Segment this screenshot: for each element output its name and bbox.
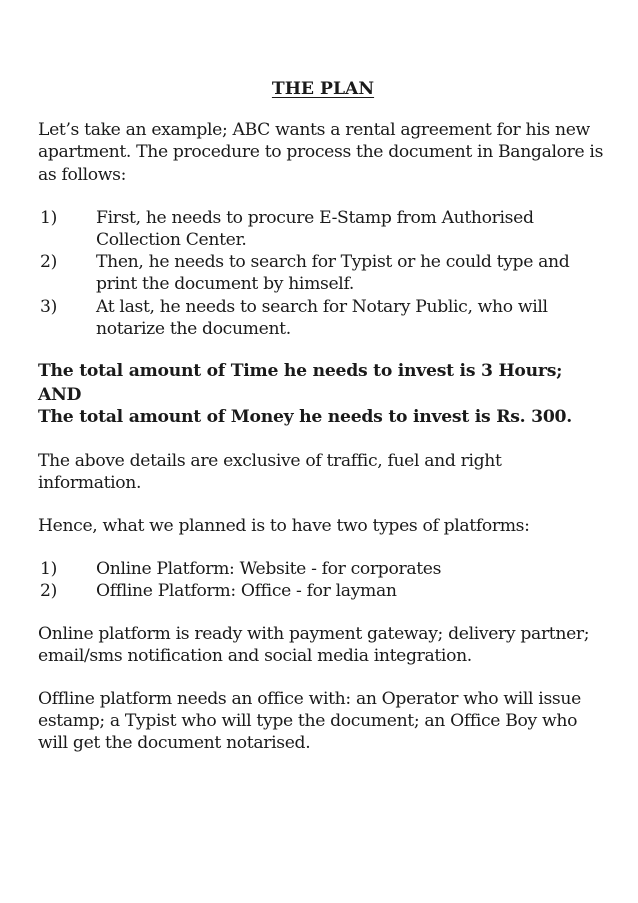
list-item [38,207,608,251]
summary-time-line: The total amount of Time he needs to invest is 3 Hours; [38,361,563,382]
list-item-text: Offline Platform: Office - for layman [96,581,397,602]
list-item [38,296,608,340]
page-title [38,78,608,100]
offline-platform-paragraph: Offline platform needs an office with: an Operator who will issue estamp; a Typist who will type the document; an Office Boy who will get the document notarised. [38,689,581,754]
online-platform-paragraph: Online platform is ready with payment gateway; delivery partner; email/sms notification and social media integration. [38,623,590,666]
list-item-number: 1) [40,559,57,580]
list-item-text: At last, he needs to search for Notary Public, who will notarize the document. [96,296,548,339]
list-item-number: 2) [40,252,57,273]
document-page [38,78,608,776]
list-item-number: 3) [40,296,57,317]
platforms-list [38,558,608,602]
list-item [38,580,608,602]
page-title-text: THE PLAN [271,79,375,99]
steps-list [38,207,608,340]
list-item-text: Then, he needs to search for Typist or he could type and print the document by himself. [96,252,570,295]
list-item [38,251,608,295]
summary-and-line: AND [38,385,82,406]
platforms-intro-paragraph: Hence, what we planned is to have two types of platforms: [38,516,530,537]
list-item-number: 2) [40,581,57,602]
list-item-number: 1) [40,207,57,228]
summary-block [38,360,608,429]
intro-paragraph: Let’s take an example; ABC wants a rental agreement for his new apartment. The procedure to process the document in Bangalore is as follows: [38,120,604,185]
list-item-text: Online Platform: Website - for corporates [96,559,442,580]
summary-money-line: The total amount of Money he needs to invest is Rs. 300. [38,407,573,428]
list-item [38,558,608,580]
list-item-text: First, he needs to procure E-Stamp from Authorised Collection Center. [96,207,534,251]
exclusion-paragraph: The above details are exclusive of traffic, fuel and right information. [38,450,502,493]
